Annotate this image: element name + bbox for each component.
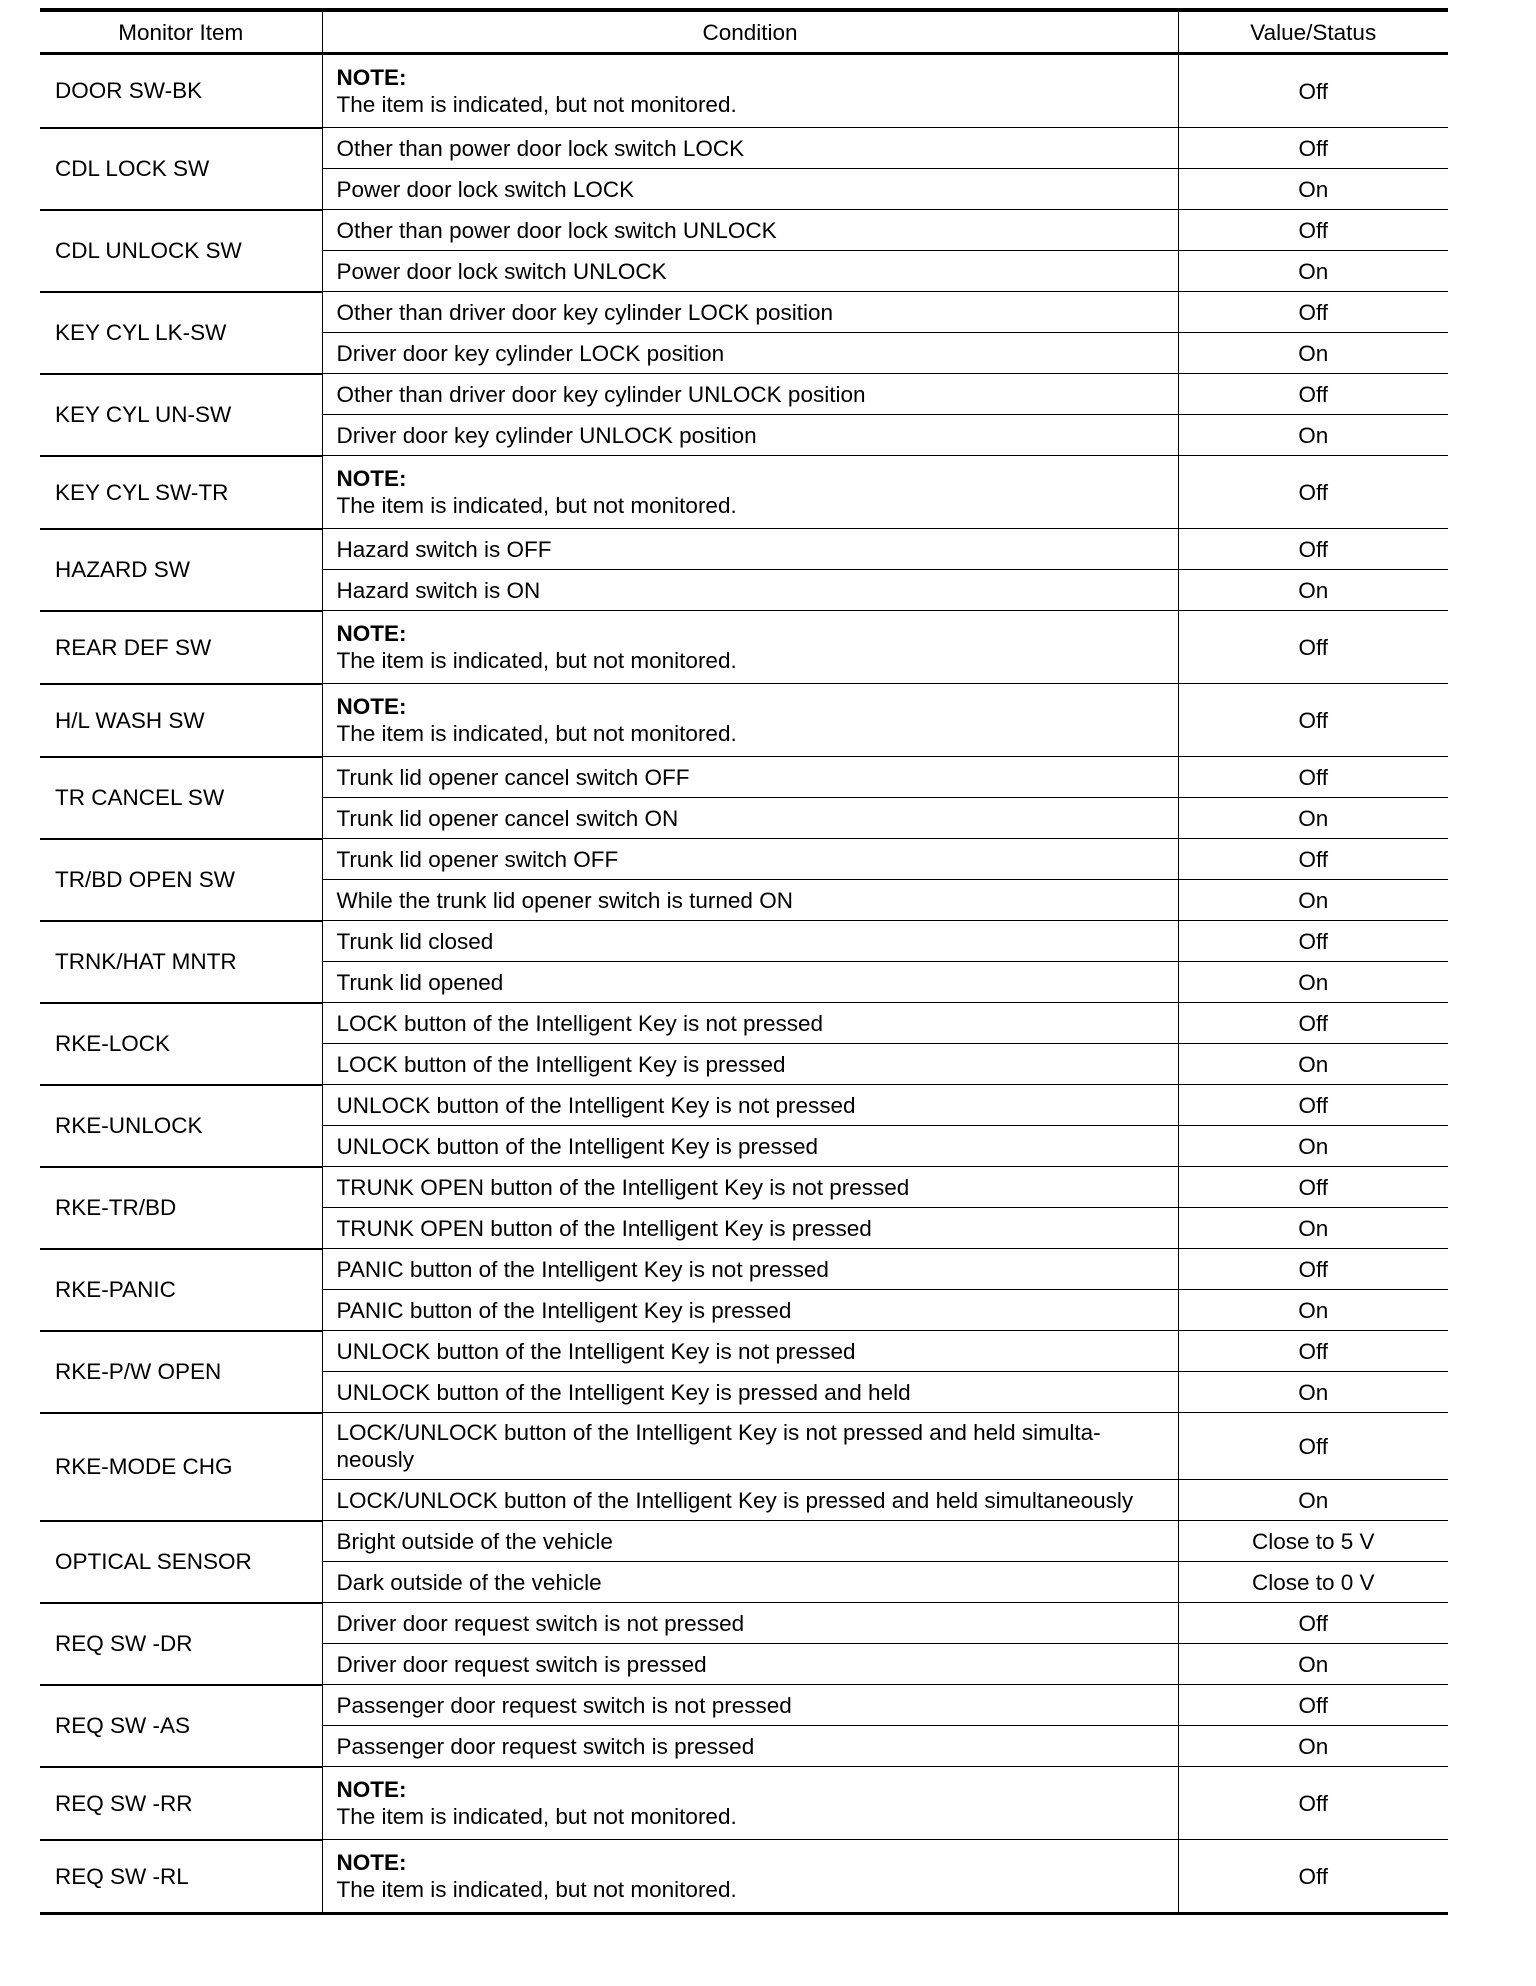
table-row [40,374,1448,415]
condition-cell: Trunk lid opener cancel switch ON [322,798,1178,839]
monitor-item-cell: RKE-MODE CHG [40,1413,322,1521]
value-status-cell: Off [1178,1840,1448,1914]
condition-cell: Driver door key cylinder LOCK position [322,333,1178,374]
table-row [40,1413,1448,1480]
monitor-item-cell: H/L WASH SW [40,684,322,757]
value-status-cell: Off [1178,1767,1448,1840]
value-status-cell: Off [1178,757,1448,798]
note-label: NOTE: [336,621,407,646]
table-row [40,757,1448,798]
value-status-cell: Off [1178,1685,1448,1726]
value-status-cell: Off [1178,1413,1448,1480]
table-row [40,128,1448,169]
note-text: The item is indicated, but not monitored. [336,92,737,117]
condition-cell: Dark outside of the vehicle [322,1562,1178,1603]
value-status-cell: On [1178,169,1448,210]
value-status-cell: On [1178,1126,1448,1167]
value-status-cell: Off [1178,1167,1448,1208]
condition-cell: Power door lock switch LOCK [322,169,1178,210]
condition-cell: Trunk lid opener switch OFF [322,839,1178,880]
value-status-cell: Off [1178,839,1448,880]
condition-cell [322,684,1178,757]
condition-cell: TRUNK OPEN button of the Intelligent Key is not pressed [322,1167,1178,1208]
table-row [40,1085,1448,1126]
table-row [40,1003,1448,1044]
table-row [40,839,1448,880]
value-status-cell: On [1178,1372,1448,1413]
value-status-cell: On [1178,1726,1448,1767]
monitor-item-cell: REAR DEF SW [40,611,322,684]
value-status-cell: Off [1178,54,1448,128]
condition-cell: Passenger door request switch is not pressed [322,1685,1178,1726]
condition-cell: LOCK/UNLOCK button of the Intelligent Key is pressed and held simultaneously [322,1480,1178,1521]
table-body [40,54,1448,1914]
table-header-row [40,10,1448,54]
value-status-cell: Off [1178,374,1448,415]
monitor-item-cell: RKE-TR/BD [40,1167,322,1249]
monitor-item-cell: RKE-LOCK [40,1003,322,1085]
condition-cell: LOCK button of the Intelligent Key is pressed [322,1044,1178,1085]
table-row [40,529,1448,570]
monitor-item-cell: OPTICAL SENSOR [40,1521,322,1603]
monitor-item-cell: REQ SW -DR [40,1603,322,1685]
value-status-cell: On [1178,333,1448,374]
value-status-cell: Off [1178,1003,1448,1044]
note-label: NOTE: [336,694,407,719]
table-row [40,1603,1448,1644]
value-status-cell: Off [1178,210,1448,251]
value-status-cell: Off [1178,921,1448,962]
value-status-cell: On [1178,251,1448,292]
monitor-item-cell: TRNK/HAT MNTR [40,921,322,1003]
value-status-cell: Off [1178,684,1448,757]
table-row [40,210,1448,251]
condition-cell: LOCK button of the Intelligent Key is not pressed [322,1003,1178,1044]
value-status-cell: Off [1178,456,1448,529]
monitor-item-cell: RKE-P/W OPEN [40,1331,322,1413]
monitor-item-table [40,8,1448,1915]
table-row [40,456,1448,529]
table-row [40,1685,1448,1726]
note-label: NOTE: [336,1777,407,1802]
column-header-value-status: Value/Status [1178,10,1448,54]
condition-cell: Power door lock switch UNLOCK [322,251,1178,292]
monitor-item-cell: KEY CYL SW-TR [40,456,322,529]
value-status-cell: On [1178,415,1448,456]
note-text: The item is indicated, but not monitored. [336,721,737,746]
condition-cell: LOCK/UNLOCK button of the Intelligent Key is not pressed and held simulta-neously [322,1413,1178,1480]
condition-cell [322,611,1178,684]
condition-cell: Hazard switch is ON [322,570,1178,611]
table-row [40,1840,1448,1914]
condition-cell [322,1840,1178,1914]
value-status-cell: Off [1178,1249,1448,1290]
column-header-monitor-item: Monitor Item [40,10,322,54]
monitor-item-cell: KEY CYL UN-SW [40,374,322,456]
condition-cell: Other than power door lock switch LOCK [322,128,1178,169]
value-status-cell: On [1178,1208,1448,1249]
condition-cell [322,1767,1178,1840]
monitor-item-cell: TR CANCEL SW [40,757,322,839]
monitor-item-cell: REQ SW -RR [40,1767,322,1840]
condition-cell: Bright outside of the vehicle [322,1521,1178,1562]
value-status-cell: On [1178,798,1448,839]
monitor-item-cell: HAZARD SW [40,529,322,611]
value-status-cell: Off [1178,611,1448,684]
condition-cell [322,54,1178,128]
value-status-cell: On [1178,570,1448,611]
condition-cell: UNLOCK button of the Intelligent Key is pressed [322,1126,1178,1167]
condition-cell: Passenger door request switch is pressed [322,1726,1178,1767]
condition-cell: UNLOCK button of the Intelligent Key is not pressed [322,1085,1178,1126]
condition-cell: Trunk lid closed [322,921,1178,962]
note-label: NOTE: [336,1850,407,1875]
table-row [40,921,1448,962]
condition-cell: Hazard switch is OFF [322,529,1178,570]
note-text: The item is indicated, but not monitored. [336,1877,737,1902]
table-row [40,54,1448,128]
note-label: NOTE: [336,466,407,491]
condition-cell: Driver door request switch is pressed [322,1644,1178,1685]
value-status-cell: On [1178,880,1448,921]
condition-cell: Driver door request switch is not pressed [322,1603,1178,1644]
note-text: The item is indicated, but not monitored. [336,1804,737,1829]
monitor-item-cell: CDL LOCK SW [40,128,322,210]
note-text: The item is indicated, but not monitored. [336,493,737,518]
monitor-item-cell: DOOR SW-BK [40,54,322,128]
condition-cell: Trunk lid opener cancel switch OFF [322,757,1178,798]
table-row [40,1249,1448,1290]
value-status-cell: On [1178,1644,1448,1685]
table-row [40,1767,1448,1840]
note-label: NOTE: [336,65,407,90]
monitor-item-cell: REQ SW -RL [40,1840,322,1914]
value-status-cell: Off [1178,1331,1448,1372]
value-status-cell: On [1178,1480,1448,1521]
table-row [40,292,1448,333]
condition-cell: UNLOCK button of the Intelligent Key is pressed and held [322,1372,1178,1413]
table-row [40,611,1448,684]
condition-cell: Other than driver door key cylinder LOCK position [322,292,1178,333]
condition-cell: Other than driver door key cylinder UNLOCK position [322,374,1178,415]
condition-cell: Trunk lid opened [322,962,1178,1003]
monitor-item-cell: REQ SW -AS [40,1685,322,1767]
note-text: The item is indicated, but not monitored. [336,648,737,673]
condition-cell: TRUNK OPEN button of the Intelligent Key is pressed [322,1208,1178,1249]
condition-cell [322,456,1178,529]
value-status-cell: Close to 5 V [1178,1521,1448,1562]
condition-cell: While the trunk lid opener switch is turned ON [322,880,1178,921]
value-status-cell: Off [1178,529,1448,570]
table-row [40,1521,1448,1562]
condition-cell: PANIC button of the Intelligent Key is pressed [322,1290,1178,1331]
value-status-cell: Close to 0 V [1178,1562,1448,1603]
table-row [40,684,1448,757]
monitor-item-cell: KEY CYL LK-SW [40,292,322,374]
condition-cell: Driver door key cylinder UNLOCK position [322,415,1178,456]
monitor-item-cell: RKE-PANIC [40,1249,322,1331]
condition-cell: PANIC button of the Intelligent Key is not pressed [322,1249,1178,1290]
value-status-cell: On [1178,1290,1448,1331]
monitor-item-cell: RKE-UNLOCK [40,1085,322,1167]
monitor-item-cell: CDL UNLOCK SW [40,210,322,292]
condition-cell: UNLOCK button of the Intelligent Key is not pressed [322,1331,1178,1372]
value-status-cell: Off [1178,1085,1448,1126]
value-status-cell: Off [1178,292,1448,333]
condition-cell: Other than power door lock switch UNLOCK [322,210,1178,251]
column-header-condition: Condition [322,10,1178,54]
value-status-cell: Off [1178,1603,1448,1644]
value-status-cell: On [1178,1044,1448,1085]
value-status-cell: Off [1178,128,1448,169]
table-row [40,1331,1448,1372]
table-row [40,1167,1448,1208]
value-status-cell: On [1178,962,1448,1003]
monitor-item-cell: TR/BD OPEN SW [40,839,322,921]
